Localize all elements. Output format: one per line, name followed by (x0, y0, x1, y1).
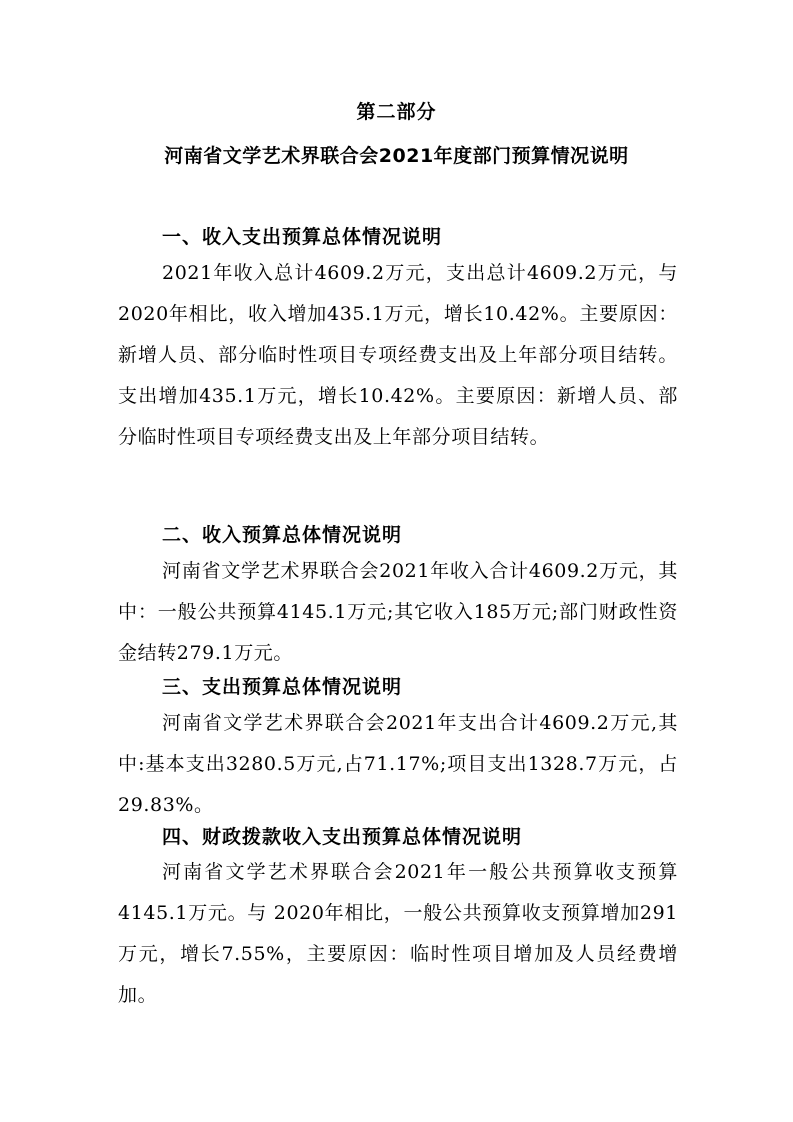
section-body-2: 河南省文学艺术界联合会2021年收入合计4609.2万元，其中：一般公共预算4145.1万元;其它收入185万元;部门财政性资金结转279.1万元。 (118, 560, 678, 664)
section-body-1: 2021年收入总计4609.2万元，支出总计4609.2万元，与2020年相比，收入增加435.1万元，增长10.42%。主要原因：新增人员、部分临时性项目专项经费支出及上年部分项目结转。支出增加435.1万元，增长10.42%。主要原因：新增人员、部分临时性项目专项经费支出及上年部分项目结转。 (118, 262, 678, 448)
section-body-3: 河南省文学艺术界联合会2021年支出合计4609.2万元,其中:基本支出3280.5万元,占71.17%;项目支出1328.7万元，占29.83%。 (118, 712, 678, 816)
section-heading-1: 一、收入支出预算总体情况说明 (162, 226, 443, 248)
section-body-4: 河南省文学艺术界联合会2021年一般公共预算收支预算4145.1万元。与 2020年相比，一般公共预算收支预算增加291万元，增长7.55%，主要原因：临时性项目增加及人员经费增加。 (118, 861, 678, 1006)
section-heading-4: 四、财政拨款收入支出预算总体情况说明 (162, 826, 523, 848)
section-heading-3: 三、支出预算总体情况说明 (162, 676, 403, 698)
part-label: 第二部分 (356, 101, 437, 123)
document-title: 河南省文学艺术界联合会2021年度部门预算情况说明 (164, 145, 629, 167)
section-heading-2: 二、收入预算总体情况说明 (162, 524, 403, 546)
